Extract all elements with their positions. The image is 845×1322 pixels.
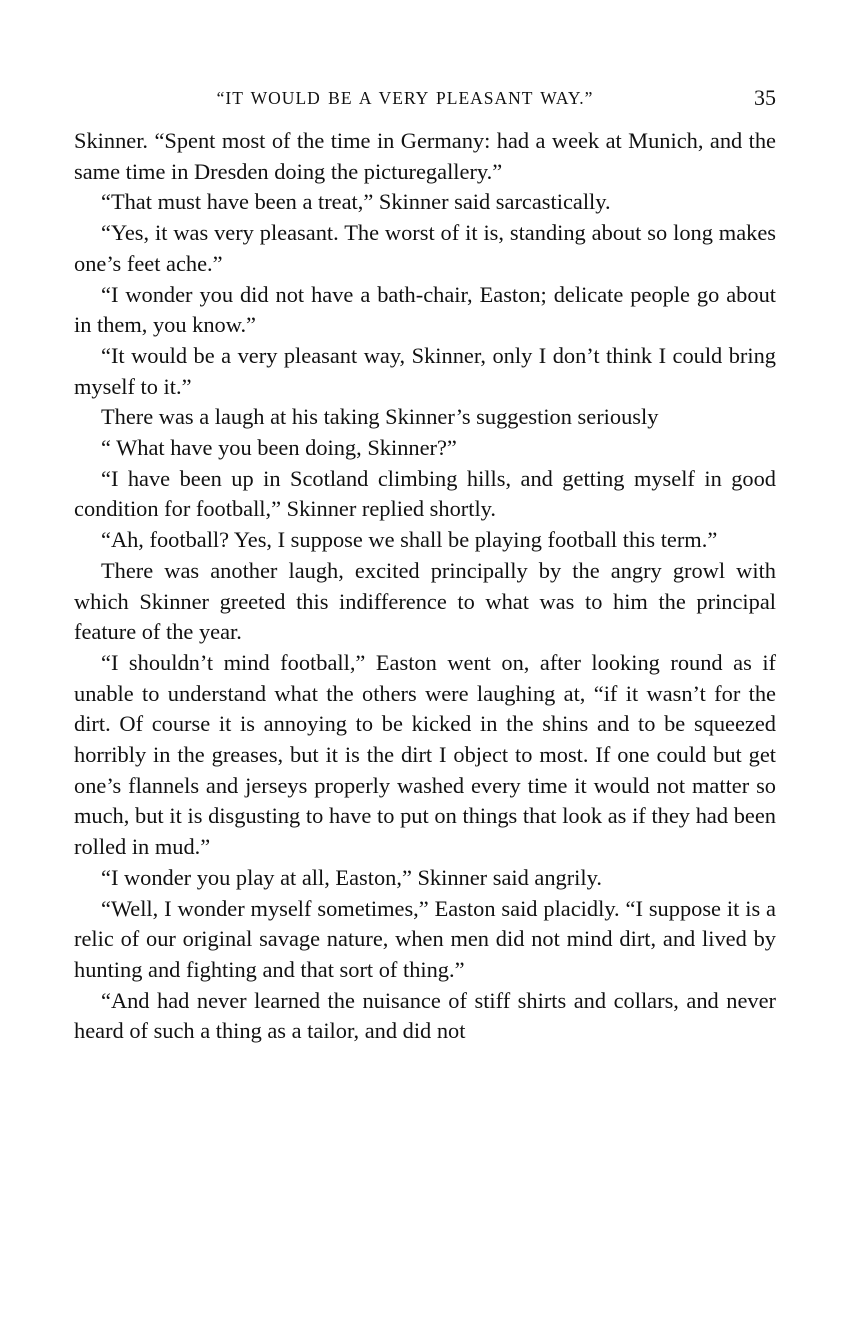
paragraph: “I shouldn’t mind football,” Easton went on, after looking round as if unable to understand what the others were laughing at, “if it wasn’t for the dirt. Of course it is annoying to be kicked in the shins and to be squeezed horribly in the greases, but it is the dirt I object to most. If one could but get one’s flannels and jerseys properly washed every time it would not matter so much, but it is disgusting to have to put on things that look as if they had been rolled in mud.” — [74, 649, 776, 860]
paragraph: “Well, I wonder myself sometimes,” Easton said placidly. “I suppose it is a relic of our original savage nature, when men did not mind dirt, and lived by hunting and fighting and that sort of thing.” — [74, 895, 776, 982]
body-text — [74, 126, 776, 1047]
paragraph: “I wonder you did not have a bath-chair, Easton; delicate people go about in them, you know.” — [74, 281, 776, 338]
paragraph: “Ah, football? Yes, I suppose we shall be playing football this term.” — [101, 527, 718, 553]
page-number: 35 — [754, 85, 776, 110]
book-page — [74, 85, 776, 1047]
paragraph: “I wonder you play at all, Easton,” Skinner said angrily. — [101, 864, 602, 890]
paragraph: Skinner. “Spent most of the time in Germany: had a week at Munich, and the same time in Dresden doing the picturegallery.” — [74, 128, 776, 184]
paragraph: “That must have been a treat,” Skinner said sarcastically. — [101, 189, 611, 215]
running-title: “IT WOULD BE A VERY PLEASANT WAY.” — [216, 88, 594, 108]
paragraph: There was a laugh at his taking Skinner’s suggestion seriously — [101, 404, 659, 430]
paragraph: “ What have you been doing, Skinner?” — [101, 435, 457, 461]
paragraph: “And had never learned the nuisance of stiff shirts and collars, and never heard of such a thing as a tailor, and did not — [74, 987, 776, 1044]
paragraph: “I have been up in Scotland climbing hills, and getting myself in good condition for football,” Skinner replied shortly. — [74, 465, 776, 522]
paragraph: There was another laugh, excited principally by the angry growl with which Skinner greeted this indifference to what was to him the principal feature of the year. — [74, 557, 776, 645]
paragraph: “It would be a very pleasant way, Skinner, only I don’t think I could bring myself to it.” — [74, 342, 776, 399]
paragraph: “Yes, it was very pleasant. The worst of it is, standing about so long makes one’s feet ache.” — [74, 220, 776, 276]
running-head — [74, 85, 776, 118]
